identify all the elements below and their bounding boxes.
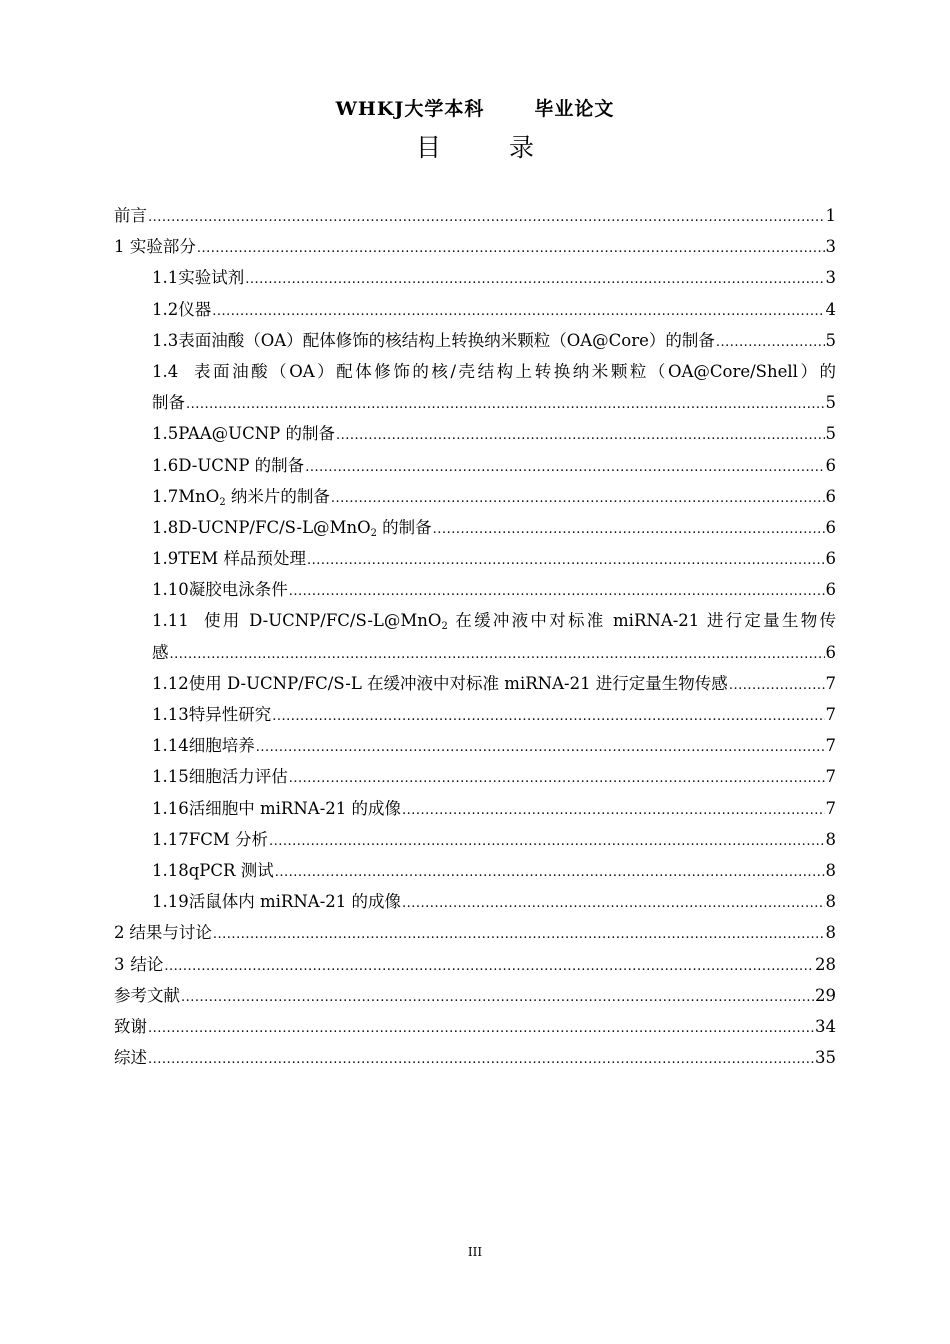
toc-entry-title: 结论	[130, 954, 164, 974]
toc-entry-title-continued: 制备	[152, 393, 185, 413]
toc-entry-title: 综述	[114, 1048, 147, 1068]
dot-leader	[245, 264, 824, 295]
toc-entry-number: 1.18	[152, 860, 189, 880]
toc-entry[interactable]	[114, 824, 836, 855]
toc-entry[interactable]	[114, 543, 836, 574]
toc-entry-number: 1.5	[152, 424, 179, 444]
toc-entry-number: 1.9	[152, 549, 179, 569]
toc-entry-title: qPCR 测试	[188, 860, 274, 880]
toc-entry-title: 使用 D-UCNP/FC/S-L 在缓冲液中对标准 miRNA-21 进行定量生物传感	[188, 673, 728, 693]
toc-entry-number: 1.4	[152, 361, 179, 381]
toc-entry-page: 29	[815, 985, 836, 1005]
toc-entry-title: D-UCNP/FC/S-L@MnO$_2$ 的制备	[178, 517, 432, 539]
dot-leader	[197, 233, 825, 264]
dot-leader	[213, 919, 825, 950]
toc-entry[interactable]	[114, 730, 836, 761]
toc-entry-title: 使用 D-UCNP/FC/S-L@MnO$_2$ 在缓冲液中对标准 miRNA-21 进行定量生物传	[204, 611, 836, 633]
toc-entry-title: MnO$_2$ 纳米片的制备	[178, 486, 330, 508]
dot-leader	[269, 826, 825, 857]
toc-entry-title-continued: 感	[152, 642, 169, 662]
toc-entry-page: 7	[825, 736, 836, 756]
toc-entry-title: 表面油酸（OA）配体修饰的核/壳结构上转换纳米颗粒（OA@Core/Shell）的	[194, 361, 836, 381]
toc-entry-number: 3	[114, 954, 125, 974]
toc-entry-page: 34	[815, 1016, 836, 1036]
toc-entry[interactable]	[114, 262, 836, 293]
running-header	[0, 94, 950, 121]
toc-entry-continuation[interactable]	[114, 637, 836, 668]
toc-entry[interactable]	[114, 855, 836, 886]
toc-entry-page: 8	[825, 892, 836, 912]
dot-leader	[305, 452, 824, 483]
toc-entry-page: 6	[825, 642, 836, 662]
dot-leader	[256, 732, 825, 763]
dot-leader	[289, 576, 825, 607]
toc-entry-page: 5	[825, 393, 836, 413]
toc-entry-title: 活鼠体内 miRNA-21 的成像	[188, 892, 402, 912]
toc-entry-page: 6	[825, 549, 836, 569]
dot-leader	[164, 951, 814, 982]
toc-entry[interactable]	[114, 949, 836, 980]
toc-entry-page: 6	[825, 580, 836, 600]
dot-leader	[402, 795, 824, 826]
dot-leader	[729, 670, 825, 701]
toc-entry-page: 5	[825, 330, 836, 350]
toc-entry-number: 1.12	[152, 673, 189, 693]
toc-entry-title: 凝胶电泳条件	[188, 580, 288, 600]
toc-entry-title: 仪器	[178, 299, 212, 319]
toc-entry[interactable]	[114, 325, 836, 356]
toc-entry-number: 1.8	[152, 517, 179, 537]
toc-entry-title: 实验部分	[129, 237, 196, 257]
toc-entry-title: 结果与讨论	[129, 923, 212, 943]
header-left: WHKJ大学本科	[335, 98, 485, 120]
toc-entry[interactable]	[114, 1042, 836, 1073]
dot-leader	[148, 202, 825, 233]
toc-entry[interactable]	[114, 980, 836, 1011]
toc-entry-page: 7	[825, 673, 836, 693]
toc-entry-title: FCM 分析	[188, 829, 268, 849]
toc-entry-number: 1.13	[152, 705, 189, 724]
dot-leader	[402, 888, 824, 919]
toc-entry-title: 参考文献	[114, 985, 180, 1005]
dot-leader	[212, 296, 824, 327]
page-title: 目 录	[416, 133, 564, 162]
toc-entry-title: 细胞培养	[188, 736, 255, 756]
toc-entry-number: 1.6	[152, 455, 179, 475]
toc-entry[interactable]	[114, 450, 836, 481]
toc-entry-number: 2	[114, 923, 125, 943]
toc-entry-number: 1.2	[152, 299, 179, 319]
toc-entry-title: D-UCNP 的制备	[178, 455, 305, 475]
toc-entry-page: 6	[825, 455, 836, 475]
page-number: III	[467, 1245, 483, 1259]
dot-leader	[148, 1044, 814, 1075]
dot-leader	[289, 763, 825, 794]
toc-entry-title: 前言	[114, 206, 147, 225]
toc-entry-page: 28	[815, 954, 836, 974]
dot-leader	[170, 639, 825, 670]
toc-entry[interactable]	[114, 793, 836, 824]
toc-entry-page: 4	[825, 299, 836, 319]
toc-entry-number: 1.17	[152, 829, 189, 849]
toc-entry[interactable]	[114, 886, 836, 917]
toc-entry-number: 1.14	[152, 736, 189, 756]
toc-entry-page: 3	[825, 237, 836, 257]
toc-entry-number: 1.3	[152, 330, 179, 350]
toc-entry[interactable]	[114, 231, 836, 262]
toc-entry[interactable]	[114, 481, 836, 512]
toc-entry-page: 35	[815, 1048, 836, 1068]
dot-leader	[307, 545, 825, 576]
toc-entry[interactable]	[114, 668, 836, 699]
toc-entry-page: 7	[825, 798, 836, 818]
toc-entry[interactable]	[114, 761, 836, 792]
toc-entry[interactable]	[114, 294, 836, 325]
toc-entry-title: 特异性研究	[188, 705, 272, 724]
toc-entry[interactable]	[114, 356, 836, 387]
dot-leader	[433, 514, 825, 545]
toc-entry-page: 7	[825, 767, 836, 787]
dot-leader	[336, 420, 825, 451]
toc-entry-page: 7	[825, 705, 836, 724]
dot-leader	[186, 389, 825, 420]
toc-entry-number: 1.19	[152, 892, 189, 912]
toc-entry-page: 1	[825, 206, 836, 225]
toc-entry[interactable]	[114, 699, 836, 730]
toc-entry-page: 8	[825, 829, 836, 849]
toc-entry-number: 1.11	[152, 611, 189, 631]
toc-entry-page: 3	[825, 268, 836, 288]
toc-entry-number: 1.16	[152, 798, 189, 818]
toc-entry-continuation[interactable]	[114, 387, 836, 418]
toc-entry-number: 1	[114, 237, 125, 257]
toc-entry-title: TEM 样品预处理	[178, 549, 306, 569]
toc-entry-page: 8	[825, 860, 836, 880]
toc-entry[interactable]	[114, 1011, 836, 1042]
toc-entry-number: 1.15	[152, 767, 189, 787]
table-of-contents	[114, 200, 836, 1073]
toc-entry-title: 致谢	[114, 1016, 147, 1036]
dot-leader	[716, 327, 825, 358]
toc-entry-number: 1.1	[152, 268, 179, 288]
toc-entry-title: 细胞活力评估	[188, 767, 288, 787]
dot-leader	[181, 982, 814, 1013]
toc-entry[interactable]	[114, 418, 836, 449]
header-right: 毕业论文	[534, 98, 615, 120]
toc-entry-title: 活细胞中 miRNA-21 的成像	[188, 798, 402, 818]
dot-leader	[148, 1013, 814, 1044]
toc-entry-title: 表面油酸（OA）配体修饰的核结构上转换纳米颗粒（OA@Core）的制备	[178, 330, 715, 350]
toc-entry[interactable]	[114, 917, 836, 948]
toc-entry-number: 1.10	[152, 580, 189, 600]
toc-entry[interactable]	[114, 200, 836, 231]
toc-entry[interactable]	[114, 574, 836, 605]
toc-entry-title: 实验试剂	[178, 268, 245, 288]
toc-entry-page: 5	[825, 424, 836, 444]
dot-leader	[275, 857, 825, 888]
toc-entry[interactable]	[114, 605, 836, 636]
dot-leader	[331, 483, 825, 514]
toc-entry-title: PAA@UCNP 的制备	[178, 424, 335, 444]
dot-leader	[272, 701, 824, 732]
toc-entry[interactable]	[114, 512, 836, 543]
toc-entry-number: 1.7	[152, 486, 179, 506]
toc-entry-page: 6	[825, 486, 836, 506]
toc-entry-page: 8	[825, 923, 836, 943]
toc-entry-page: 6	[825, 517, 836, 537]
